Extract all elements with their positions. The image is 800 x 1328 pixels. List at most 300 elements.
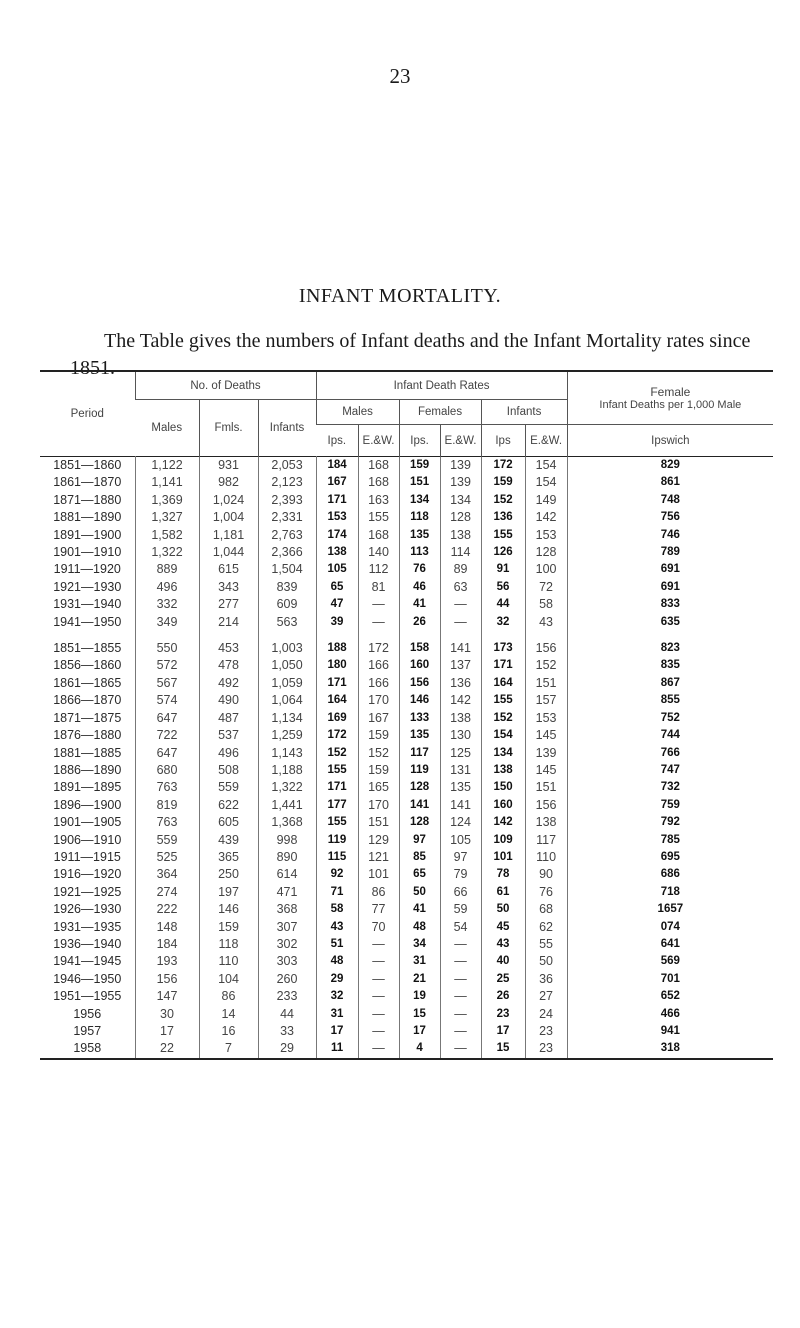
infants-ips-rate-cell: 23 [481, 1006, 525, 1023]
infants-ips-rate-cell: 45 [481, 919, 525, 936]
period-cell: 1861—1870 [53, 475, 122, 490]
female-ratio-cell: 792 [567, 814, 773, 831]
males-deaths-cell: 550 [135, 631, 199, 657]
table-header [40, 371, 773, 457]
infants-ips-rate-cell: 91 [481, 561, 525, 578]
infants-ew-rate-cell: 100 [525, 561, 567, 578]
males-deaths-cell: 1,122 [135, 457, 199, 475]
infants-ew-rate-cell: 50 [525, 953, 567, 970]
females-ips-rate-cell: 85 [399, 849, 440, 866]
males-deaths-cell: 496 [135, 579, 199, 596]
infants-ew-rate-cell: 145 [525, 762, 567, 779]
males-ips-rate-cell: 47 [316, 596, 358, 613]
infants-ips-rate-cell: 164 [481, 675, 525, 692]
females-ew-rate-cell: — [440, 1040, 481, 1058]
males-deaths-cell: 17 [135, 1023, 199, 1040]
female-ratio-cell: 748 [567, 492, 773, 509]
males-deaths-cell: 559 [135, 832, 199, 849]
infants-ips-rate-cell: 17 [481, 1023, 525, 1040]
female-ratio-cell: 756 [567, 509, 773, 526]
header-rate-males: Males [316, 400, 399, 425]
infants-ew-rate-cell: 27 [525, 988, 567, 1005]
males-ips-rate-cell: 17 [316, 1023, 358, 1040]
females-ips-rate-cell: 134 [399, 492, 440, 509]
period-cell: 1891—1900 [53, 527, 122, 542]
female-ratio-cell: 867 [567, 675, 773, 692]
females-ips-rate-cell: 135 [399, 527, 440, 544]
header-female-top: Female [650, 384, 691, 399]
males-ips-rate-cell: 71 [316, 884, 358, 901]
males-deaths-cell: 572 [135, 657, 199, 674]
females-ew-rate-cell: 139 [440, 474, 481, 491]
females-deaths-cell: 118 [199, 936, 258, 953]
males-deaths-cell: 1,322 [135, 544, 199, 561]
infants-deaths-cell: 1,003 [258, 631, 316, 657]
males-ew-rate-cell: 167 [358, 710, 399, 727]
infants-ew-rate-cell: 24 [525, 1006, 567, 1023]
infants-deaths-cell: 609 [258, 596, 316, 613]
table-row [40, 596, 773, 613]
header-females-ew: E.&W. [440, 425, 481, 457]
males-ew-rate-cell: 81 [358, 579, 399, 596]
table-row [40, 692, 773, 709]
females-ew-rate-cell: 141 [440, 631, 481, 657]
males-ew-rate-cell: 170 [358, 797, 399, 814]
female-ratio-cell: 941 [567, 1023, 773, 1040]
females-ew-rate-cell: 114 [440, 544, 481, 561]
period-cell: 1931—1935 [53, 919, 122, 934]
infants-deaths-cell: 2,331 [258, 509, 316, 526]
infants-ips-rate-cell: 134 [481, 745, 525, 762]
females-ew-rate-cell: 139 [440, 457, 481, 475]
females-deaths-cell: 104 [199, 971, 258, 988]
infants-ew-rate-cell: 157 [525, 692, 567, 709]
infants-deaths-cell: 839 [258, 579, 316, 596]
table-row [40, 710, 773, 727]
females-deaths-cell: 439 [199, 832, 258, 849]
males-ips-rate-cell: 180 [316, 657, 358, 674]
period-cell: 1881—1885 [53, 745, 122, 760]
males-ips-rate-cell: 31 [316, 1006, 358, 1023]
males-deaths-cell: 525 [135, 849, 199, 866]
females-ips-rate-cell: 50 [399, 884, 440, 901]
males-ips-rate-cell: 58 [316, 901, 358, 918]
section-heading: INFANT MORTALITY. [298, 285, 502, 307]
males-ew-rate-cell: — [358, 596, 399, 613]
females-ew-rate-cell: 138 [440, 710, 481, 727]
males-deaths-cell: 647 [135, 710, 199, 727]
males-deaths-cell: 156 [135, 971, 199, 988]
females-ew-rate-cell: — [440, 988, 481, 1005]
females-ips-rate-cell: 141 [399, 797, 440, 814]
table-row [40, 614, 773, 631]
females-ips-rate-cell: 158 [399, 631, 440, 657]
infants-ew-rate-cell: 62 [525, 919, 567, 936]
females-ips-rate-cell: 151 [399, 474, 440, 491]
females-ew-rate-cell: 141 [440, 797, 481, 814]
table-row [40, 527, 773, 544]
table-row [40, 762, 773, 779]
males-ew-rate-cell: 168 [358, 474, 399, 491]
females-ew-rate-cell: 105 [440, 832, 481, 849]
period-cell: 1921—1925 [53, 884, 122, 899]
males-ips-rate-cell: 65 [316, 579, 358, 596]
header-rate-females: Females [399, 400, 481, 425]
males-ew-rate-cell: 129 [358, 832, 399, 849]
infants-deaths-cell: 29 [258, 1040, 316, 1058]
males-ips-rate-cell: 119 [316, 832, 358, 849]
females-deaths-cell: 14 [199, 1006, 258, 1023]
males-deaths-cell: 1,327 [135, 509, 199, 526]
males-ew-rate-cell: 121 [358, 849, 399, 866]
males-ips-rate-cell: 172 [316, 727, 358, 744]
period-cell: 1926—1930 [53, 902, 122, 917]
males-ew-rate-cell: 165 [358, 779, 399, 796]
infants-ew-rate-cell: 145 [525, 727, 567, 744]
males-ips-rate-cell: 171 [316, 779, 358, 796]
females-deaths-cell: 537 [199, 727, 258, 744]
infants-ew-rate-cell: 156 [525, 631, 567, 657]
males-deaths-cell: 1,582 [135, 527, 199, 544]
males-ew-rate-cell: 140 [358, 544, 399, 561]
females-ew-rate-cell: 79 [440, 866, 481, 883]
males-deaths-cell: 1,369 [135, 492, 199, 509]
infants-ips-rate-cell: 152 [481, 710, 525, 727]
header-infants-ew: E.&W. [525, 425, 567, 457]
infants-ew-rate-cell: 154 [525, 457, 567, 475]
female-ratio-cell: 744 [567, 727, 773, 744]
infants-ips-rate-cell: 15 [481, 1040, 525, 1058]
infants-deaths-cell: 2,366 [258, 544, 316, 561]
males-ew-rate-cell: 155 [358, 509, 399, 526]
period-cell: 1941—1950 [53, 614, 122, 629]
females-ew-rate-cell: 131 [440, 762, 481, 779]
females-ips-rate-cell: 128 [399, 779, 440, 796]
females-deaths-cell: 365 [199, 849, 258, 866]
infants-ew-rate-cell: 58 [525, 596, 567, 613]
males-deaths-cell: 30 [135, 1006, 199, 1023]
infants-ew-rate-cell: 152 [525, 657, 567, 674]
period-cell: 1936—1940 [53, 936, 122, 951]
infants-ips-rate-cell: 32 [481, 614, 525, 631]
table-row [40, 901, 773, 918]
infants-deaths-cell: 302 [258, 936, 316, 953]
infants-ew-rate-cell: 142 [525, 509, 567, 526]
females-ips-rate-cell: 117 [399, 745, 440, 762]
table-row [40, 561, 773, 578]
female-ratio-cell: 759 [567, 797, 773, 814]
female-ratio-cell: 861 [567, 474, 773, 491]
header-female-ratio [567, 371, 773, 425]
female-ratio-cell: 823 [567, 631, 773, 657]
infants-deaths-cell: 890 [258, 849, 316, 866]
males-deaths-cell: 364 [135, 866, 199, 883]
infants-ips-rate-cell: 142 [481, 814, 525, 831]
males-ew-rate-cell: — [358, 1040, 399, 1058]
males-ew-rate-cell: 168 [358, 527, 399, 544]
infants-ips-rate-cell: 160 [481, 797, 525, 814]
females-ips-rate-cell: 41 [399, 596, 440, 613]
males-deaths-cell: 222 [135, 901, 199, 918]
infants-ips-rate-cell: 126 [481, 544, 525, 561]
females-deaths-cell: 86 [199, 988, 258, 1005]
males-deaths-cell: 722 [135, 727, 199, 744]
female-ratio-cell: 785 [567, 832, 773, 849]
males-ew-rate-cell: — [358, 988, 399, 1005]
infants-deaths-cell: 1,143 [258, 745, 316, 762]
females-deaths-cell: 197 [199, 884, 258, 901]
infants-ew-rate-cell: 151 [525, 675, 567, 692]
infants-deaths-cell: 33 [258, 1023, 316, 1040]
females-deaths-cell: 615 [199, 561, 258, 578]
female-ratio-cell: 635 [567, 614, 773, 631]
period-cell: 1946—1950 [53, 971, 122, 986]
males-ew-rate-cell: 70 [358, 919, 399, 936]
female-ratio-cell: 766 [567, 745, 773, 762]
table-row [40, 849, 773, 866]
header-males-ew: E.&W. [358, 425, 399, 457]
males-ew-rate-cell: 159 [358, 762, 399, 779]
header-deaths-group: No. of Deaths [135, 371, 316, 400]
males-ew-rate-cell: — [358, 971, 399, 988]
males-ew-rate-cell: 170 [358, 692, 399, 709]
females-ew-rate-cell: 134 [440, 492, 481, 509]
infants-deaths-cell: 2,393 [258, 492, 316, 509]
infants-deaths-cell: 471 [258, 884, 316, 901]
males-deaths-cell: 680 [135, 762, 199, 779]
males-deaths-cell: 349 [135, 614, 199, 631]
males-ips-rate-cell: 177 [316, 797, 358, 814]
males-ips-rate-cell: 92 [316, 866, 358, 883]
females-deaths-cell: 559 [199, 779, 258, 796]
period-cell: 1871—1875 [53, 710, 122, 725]
female-ratio-cell: 732 [567, 779, 773, 796]
males-ew-rate-cell: 166 [358, 675, 399, 692]
period-cell: 1958 [73, 1041, 102, 1056]
females-ew-rate-cell: 135 [440, 779, 481, 796]
infants-ips-rate-cell: 50 [481, 901, 525, 918]
table-row [40, 544, 773, 561]
females-ew-rate-cell: 97 [440, 849, 481, 866]
table-row [40, 727, 773, 744]
infants-deaths-cell: 1,504 [258, 561, 316, 578]
females-deaths-cell: 214 [199, 614, 258, 631]
infants-deaths-cell: 1,059 [258, 675, 316, 692]
males-ips-rate-cell: 171 [316, 492, 358, 509]
intro-text: The Table gives the numbers of Infant deaths and the Infant Mortality rates since 1851. [70, 330, 751, 379]
table-row [40, 884, 773, 901]
males-ips-rate-cell: 51 [316, 936, 358, 953]
males-ew-rate-cell: 77 [358, 901, 399, 918]
female-ratio-cell: 746 [567, 527, 773, 544]
females-deaths-cell: 490 [199, 692, 258, 709]
females-ips-rate-cell: 76 [399, 561, 440, 578]
header-rate-infants: Infants [481, 400, 567, 425]
table-row [40, 866, 773, 883]
period-cell: 1896—1900 [53, 797, 122, 812]
females-ew-rate-cell: 128 [440, 509, 481, 526]
period-cell: 1911—1915 [53, 849, 121, 864]
infants-deaths-cell: 563 [258, 614, 316, 631]
males-ips-rate-cell: 174 [316, 527, 358, 544]
infants-ew-rate-cell: 23 [525, 1040, 567, 1058]
infants-ew-rate-cell: 139 [525, 745, 567, 762]
infants-ips-rate-cell: 159 [481, 474, 525, 491]
males-ips-rate-cell: 188 [316, 631, 358, 657]
infants-deaths-cell: 368 [258, 901, 316, 918]
header-infants-ips: Ips [481, 425, 525, 457]
infants-deaths-cell: 2,763 [258, 527, 316, 544]
female-ratio-cell: 855 [567, 692, 773, 709]
females-deaths-cell: 453 [199, 631, 258, 657]
infants-ips-rate-cell: 61 [481, 884, 525, 901]
infants-ew-rate-cell: 68 [525, 901, 567, 918]
period-cell: 1906—1910 [53, 832, 122, 847]
infants-ew-rate-cell: 151 [525, 779, 567, 796]
infants-ew-rate-cell: 149 [525, 492, 567, 509]
females-deaths-cell: 982 [199, 474, 258, 491]
females-ew-rate-cell: 142 [440, 692, 481, 709]
males-deaths-cell: 889 [135, 561, 199, 578]
infants-ips-rate-cell: 109 [481, 832, 525, 849]
males-ew-rate-cell: 166 [358, 657, 399, 674]
females-deaths-cell: 478 [199, 657, 258, 674]
females-ew-rate-cell: 89 [440, 561, 481, 578]
table-row [40, 509, 773, 526]
females-ips-rate-cell: 113 [399, 544, 440, 561]
infants-ips-rate-cell: 138 [481, 762, 525, 779]
males-ips-rate-cell: 155 [316, 814, 358, 831]
females-ew-rate-cell: — [440, 1006, 481, 1023]
females-ips-rate-cell: 156 [399, 675, 440, 692]
males-deaths-cell: 763 [135, 779, 199, 796]
males-deaths-cell: 332 [135, 596, 199, 613]
females-ips-rate-cell: 118 [399, 509, 440, 526]
table-row [40, 1023, 773, 1040]
females-ips-rate-cell: 41 [399, 901, 440, 918]
infants-deaths-cell: 1,050 [258, 657, 316, 674]
table-row [40, 631, 773, 657]
infants-ips-rate-cell: 43 [481, 936, 525, 953]
infants-ew-rate-cell: 43 [525, 614, 567, 631]
period-cell: 1956 [73, 1006, 102, 1021]
infants-ew-rate-cell: 154 [525, 474, 567, 491]
females-ips-rate-cell: 21 [399, 971, 440, 988]
infants-ew-rate-cell: 117 [525, 832, 567, 849]
males-ips-rate-cell: 43 [316, 919, 358, 936]
table-row [40, 953, 773, 970]
period-cell: 1861—1865 [53, 675, 122, 690]
females-ew-rate-cell: 66 [440, 884, 481, 901]
infants-ew-rate-cell: 153 [525, 710, 567, 727]
females-ew-rate-cell: — [440, 596, 481, 613]
female-ratio-cell: 833 [567, 596, 773, 613]
females-deaths-cell: 1,181 [199, 527, 258, 544]
infants-ips-rate-cell: 152 [481, 492, 525, 509]
females-ips-rate-cell: 159 [399, 457, 440, 475]
female-ratio-cell: 074 [567, 919, 773, 936]
females-ips-rate-cell: 133 [399, 710, 440, 727]
infants-ips-rate-cell: 56 [481, 579, 525, 596]
header-infants: Infants [258, 400, 316, 457]
female-ratio-cell: 686 [567, 866, 773, 883]
males-deaths-cell: 574 [135, 692, 199, 709]
period-cell: 1957 [73, 1024, 102, 1038]
infants-ips-rate-cell: 171 [481, 657, 525, 674]
infants-deaths-cell: 1,259 [258, 727, 316, 744]
period-cell: 1886—1890 [53, 762, 122, 777]
infants-ew-rate-cell: 110 [525, 849, 567, 866]
males-ips-rate-cell: 184 [316, 457, 358, 475]
females-ips-rate-cell: 97 [399, 832, 440, 849]
infants-ips-rate-cell: 172 [481, 457, 525, 475]
females-ew-rate-cell: — [440, 971, 481, 988]
females-ips-rate-cell: 31 [399, 953, 440, 970]
period-cell: 1851—1860 [53, 458, 122, 472]
infants-ew-rate-cell: 138 [525, 814, 567, 831]
header-males: Males [135, 400, 199, 457]
header-period: Period [70, 408, 104, 420]
female-ratio-cell: 641 [567, 936, 773, 953]
females-deaths-cell: 159 [199, 919, 258, 936]
infants-ew-rate-cell: 23 [525, 1023, 567, 1040]
infants-deaths-cell: 998 [258, 832, 316, 849]
females-deaths-cell: 146 [199, 901, 258, 918]
infants-ips-rate-cell: 44 [481, 596, 525, 613]
header-female-sub: Infant Deaths per 1,000 Male [599, 398, 742, 411]
period-cell: 1891—1895 [53, 780, 122, 795]
period-cell: 1876—1880 [53, 728, 122, 743]
infants-ew-rate-cell: 55 [525, 936, 567, 953]
infants-deaths-cell: 1,322 [258, 779, 316, 796]
table-row [40, 988, 773, 1005]
infants-ew-rate-cell: 156 [525, 797, 567, 814]
females-deaths-cell: 1,004 [199, 509, 258, 526]
period-cell: 1856—1860 [53, 658, 122, 673]
females-ew-rate-cell: — [440, 953, 481, 970]
males-ew-rate-cell: 168 [358, 457, 399, 475]
males-ips-rate-cell: 164 [316, 692, 358, 709]
table-row [40, 919, 773, 936]
females-deaths-cell: 110 [199, 953, 258, 970]
males-ew-rate-cell: — [358, 1006, 399, 1023]
infants-deaths-cell: 233 [258, 988, 316, 1005]
females-ips-rate-cell: 17 [399, 1023, 440, 1040]
female-ratio-cell: 569 [567, 953, 773, 970]
females-deaths-cell: 605 [199, 814, 258, 831]
females-ips-rate-cell: 4 [399, 1040, 440, 1058]
female-ratio-cell: 691 [567, 579, 773, 596]
males-ips-rate-cell: 29 [316, 971, 358, 988]
females-deaths-cell: 487 [199, 710, 258, 727]
females-deaths-cell: 622 [199, 797, 258, 814]
males-ew-rate-cell: — [358, 614, 399, 631]
infants-deaths-cell: 1,368 [258, 814, 316, 831]
females-ew-rate-cell: 137 [440, 657, 481, 674]
males-ips-rate-cell: 169 [316, 710, 358, 727]
female-ratio-cell: 695 [567, 849, 773, 866]
males-ips-rate-cell: 171 [316, 675, 358, 692]
males-ips-rate-cell: 48 [316, 953, 358, 970]
females-ew-rate-cell: 138 [440, 527, 481, 544]
female-ratio-cell: 829 [567, 457, 773, 475]
females-ips-rate-cell: 26 [399, 614, 440, 631]
table-row [40, 797, 773, 814]
table-row [40, 457, 773, 475]
males-ew-rate-cell: 163 [358, 492, 399, 509]
table-row [40, 814, 773, 831]
females-ips-rate-cell: 160 [399, 657, 440, 674]
